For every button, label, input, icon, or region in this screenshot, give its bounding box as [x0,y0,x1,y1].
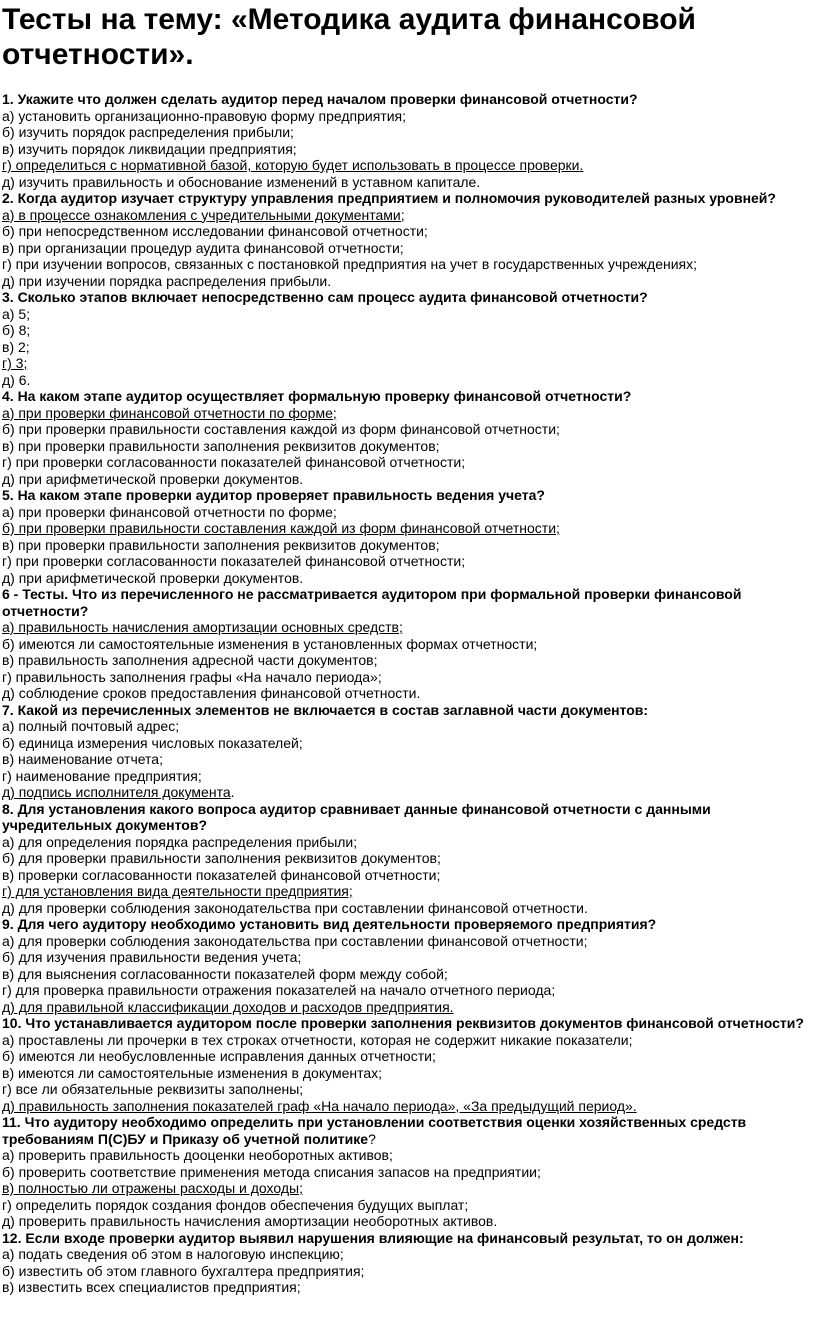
question-text: 11. Что аудитору необходимо определить при установлении соответствия оценки хозяйственных средств требованиям П(С)БУ и Приказу об учетной политике? [2,1114,747,1147]
answer-option: б) имеются ли необусловленные исправления данных отчетности; [2,1048,436,1064]
question-block [2,487,808,586]
question-block [2,586,808,702]
answer-option: в) правильность заполнения адресной части документов; [2,652,378,668]
answer-option: д) для проверки соблюдения законодательства при составлении финансовой отчетности. [2,899,588,916]
question-block [2,190,808,289]
answer-option: а) 5; [2,305,31,322]
answer-option-correct: г) определиться с нормативной базой, которую будет использовать в процессе проверки. [2,157,584,173]
answer-option: г) наименование предприятия; [2,767,202,784]
answer-option-correct: г) 3; [2,355,28,371]
answer-option: а) проверить правильность дооценки необоротных активов; [2,1147,393,1163]
answer-option-correct: а) при проверки финансовой отчетности по форме; [2,404,337,421]
answer-option: б) единица измерения числовых показателей; [2,734,303,751]
question-block [2,1230,808,1296]
answer-option: д) проверить правильность начисления амортизации необоротных активов. [2,1213,498,1229]
answer-option: б) при проверки правильности составления каждой из форм финансовой отчетности; [2,421,560,437]
answer-option: а) полный почтовый адрес; [2,718,180,734]
question-text: 12. Если входе проверки аудитор выявил нарушения влияющие на финансовый результат, то он должен: [2,1229,744,1246]
answer-option-correct: а) в процессе ознакомления с учредительными документами; [2,206,405,223]
question-block [2,289,808,388]
question-block [2,1114,808,1230]
answer-option: б) для проверки правильности заполнения реквизитов документов; [2,850,441,866]
question-block [2,702,808,801]
question-text: 9. Для чего аудитору необходимо установить вид деятельности проверяемого предприятия? [2,916,657,932]
answer-option: в) при проверки правильности заполнения реквизитов документов; [2,536,440,553]
answer-option-correct: г) для установления вида деятельности предприятия; [2,883,353,899]
answer-option: в) изучить порядок ликвидации предприятия; [2,140,297,157]
answer-option: г) определить порядок создания фондов обеспечения будущих выплат; [2,1196,469,1213]
answer-option-correct: д) подпись исполнителя документа. [2,784,235,800]
answer-option: д) при изучении порядка распределения прибыли. [2,272,332,289]
answer-option: д) при арифметической проверки документов. [2,470,304,487]
answer-option: г) все ли обязательные реквизиты заполнены; [2,1081,304,1097]
document-page [0,2,816,1296]
answer-option: в) при организации процедур аудита финансовой отчетности; [2,239,404,256]
answer-option: д) соблюдение сроков предоставления финансовой отчетности. [2,685,421,701]
answer-option: а) подать сведения об этом в налоговую инспекцию; [2,1246,344,1262]
answer-option: д) при арифметической проверки документов. [2,569,304,586]
answer-option: в) 2; [2,338,30,355]
question-text: 6 - Тесты. Что из перечисленного не рассматривается аудитором при формальной проверки финансовой отчетности? [2,586,742,619]
answer-option: б) изучить порядок распределения прибыли; [2,124,294,140]
answer-option-correct: д) правильность заполнения показателей граф «На начало периода», «За предыдущий период». [2,1097,637,1114]
answer-option: а) при проверки финансовой отчетности по форме; [2,503,337,520]
question-block [2,801,808,917]
answer-option: г) при изучении вопросов, связанных с постановкой предприятия на учет в государственных учреждениях; [2,256,697,272]
answer-option: б) известить об этом главного бухгалтера предприятия; [2,1262,365,1279]
answer-option-correct: в) полностью ли отражены расходы и доходы; [2,1180,303,1196]
answer-option: в) известить всех специалистов предприятия; [2,1279,301,1295]
document-title: Тесты на тему: «Методика аудита финансовой отчетности». [2,3,696,71]
answer-option: д) изучить правильность и обоснование изменений в уставном капитале. [2,173,481,190]
question-text: 5. На каком этапе проверки аудитор проверяет правильность ведения учета? [2,487,545,503]
answer-option: г) правильность заполнения графы «На начало периода»; [2,668,382,685]
answer-option: б) 8; [2,322,31,338]
answer-option: а) установить организационно-правовую форму предприятия; [2,107,407,124]
question-text: 10. Что устанавливается аудитором после проверки заполнения реквизитов документов финансовой отчетности? [2,1015,804,1031]
answer-option: б) при непосредственном исследовании финансовой отчетности; [2,223,428,239]
answer-option: а) для проверки соблюдения законодательства при составлении финансовой отчетности; [2,932,588,949]
question-text: 3. Сколько этапов включает непосредственно сам процесс аудита финансовой отчетности? [2,289,648,305]
answer-option: б) имеются ли самостоятельные изменения в установленных формах отчетности; [2,635,538,652]
question-text: 7. Какой из перечисленных элементов не включается в состав заглавной части документов: [2,701,649,718]
answer-option: в) проверки согласованности показателей финансовой отчетности; [2,866,441,883]
answer-option: б) для изучения правильности ведения учета; [2,949,302,965]
answer-option: в) при проверки правильности заполнения реквизитов документов; [2,437,440,454]
question-block [2,916,808,1015]
answer-option: в) для выяснения согласованности показателей форм между собой; [2,965,448,982]
answer-option-correct: б) при проверки правильности составления каждой из форм финансовой отчетности; [2,520,560,536]
question-text: 1. Укажите что должен сделать аудитор перед началом проверки финансовой отчетности? [2,91,638,107]
answer-option: в) имеются ли самостоятельные изменения в документах; [2,1064,383,1081]
question-text: 4. На каком этапе аудитор осуществляет формальную проверку финансовой отчетности? [2,388,632,404]
answer-option: а) проставлены ли прочерки в тех строках отчетности, которая не содержит никакие показатели; [2,1031,633,1048]
answer-option: г) при проверки согласованности показателей финансовой отчетности; [2,454,466,470]
answer-option-correct: д) для правильной классификации доходов и расходов предприятия. [2,998,454,1015]
title-spacer [2,72,808,91]
answer-option: г) для проверка правильности отражения показателей на начало отчетного периода; [2,982,556,998]
question-block [2,91,808,190]
question-block [2,388,808,487]
question-list [2,91,808,1296]
answer-option-correct: а) правильность начисления амортизации основных средств; [2,619,403,635]
question-block [2,1015,808,1114]
question-text: 2. Когда аудитор изучает структуру управления предприятием и полномочия руководителей разных уровней? [2,190,776,206]
answer-option: б) проверить соответствие применения метода списания запасов на предприятии; [2,1163,541,1180]
answer-option: в) наименование отчета; [2,751,163,767]
answer-option: а) для определения порядка распределения прибыли; [2,833,358,850]
answer-option: д) 6. [2,371,31,388]
question-text: 8. Для установления какого вопроса аудитор сравнивает данные финансовой отчетности с данными учредительных документов? [2,800,711,833]
answer-option: г) при проверки согласованности показателей финансовой отчетности; [2,553,466,569]
